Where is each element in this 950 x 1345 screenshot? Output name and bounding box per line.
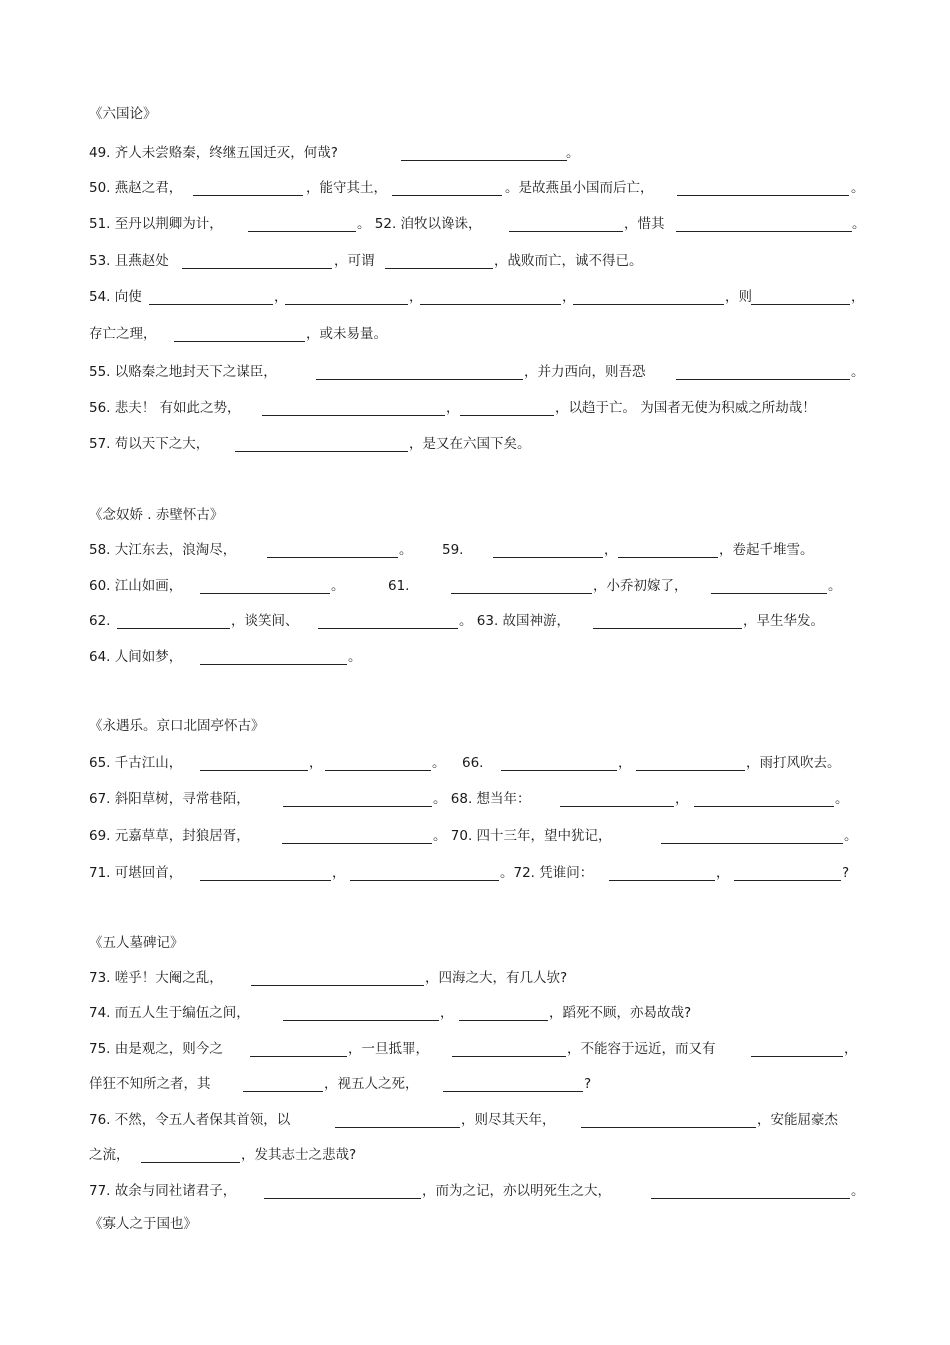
answer-blank[interactable] xyxy=(609,880,715,881)
answer-blank[interactable] xyxy=(392,195,502,196)
question-text: ? xyxy=(842,865,850,881)
answer-blank[interactable] xyxy=(149,304,273,305)
question-text: 51. 至丹以荆卿为计， xyxy=(89,216,223,232)
answer-blank[interactable] xyxy=(694,806,834,807)
question-text: 57. 苟以天下之大， xyxy=(89,436,210,452)
question-text: 。 xyxy=(851,180,865,196)
question-text: 。 63. 故国神游， xyxy=(459,613,571,629)
answer-blank[interactable] xyxy=(420,304,561,305)
answer-blank[interactable] xyxy=(493,557,603,558)
question-text: 。 52. 洎牧以谗诛， xyxy=(357,216,482,232)
question-text: ，一旦抵罪， xyxy=(348,1041,429,1057)
question-text: 。 xyxy=(828,578,842,594)
question-text: 。是故燕虽小国而后亡， xyxy=(505,180,654,196)
question-text: 。 xyxy=(432,755,446,771)
question-text: 50. 燕赵之君， xyxy=(89,180,183,196)
question-text: 73. 嗟乎！大阉之乱， xyxy=(89,970,223,986)
question-text: 。 xyxy=(399,542,413,558)
section-title: 《念奴娇 . 赤壁怀古》 xyxy=(89,507,224,523)
question-text: 。 xyxy=(348,649,362,665)
question-text: ， xyxy=(562,289,576,305)
section-title: 《永遇乐。京口北固亭怀古》 xyxy=(89,718,265,734)
answer-blank[interactable] xyxy=(283,1020,439,1021)
question-text: 存亡之理， xyxy=(89,326,157,342)
answer-blank[interactable] xyxy=(711,593,827,594)
question-text: 。 xyxy=(851,364,865,380)
answer-blank[interactable] xyxy=(193,195,303,196)
question-text: 。 70. 四十三年，望中犹记， xyxy=(433,828,612,844)
answer-blank[interactable] xyxy=(751,304,850,305)
question-text: ，可谓 xyxy=(334,253,375,269)
answer-blank[interactable] xyxy=(509,231,623,232)
question-text: ， xyxy=(409,289,423,305)
section-title: 《寡人之于国也》 xyxy=(89,1216,197,1232)
answer-blank[interactable] xyxy=(141,1162,240,1163)
answer-blank[interactable] xyxy=(560,806,674,807)
answer-blank[interactable] xyxy=(200,664,347,665)
answer-blank[interactable] xyxy=(285,304,408,305)
answer-blank[interactable] xyxy=(200,880,331,881)
question-text: 佯狂不知所之者，其 xyxy=(89,1076,211,1092)
answer-blank[interactable] xyxy=(618,557,718,558)
question-text: 66. xyxy=(462,755,484,771)
question-text: 67. 斜阳草树，寻常巷陌， xyxy=(89,791,250,807)
answer-blank[interactable] xyxy=(573,304,724,305)
question-text: 58. 大江东去，浪淘尽， xyxy=(89,542,237,558)
question-text: ，小乔初嫁了， xyxy=(593,578,688,594)
question-text: ，或未易量。 xyxy=(306,326,387,342)
question-text: ， xyxy=(851,289,865,305)
question-text: ， xyxy=(716,865,730,881)
section-title: 《五人墓碑记》 xyxy=(89,935,184,951)
question-text: 。 68. 想当年： xyxy=(433,791,531,807)
question-text: ，并力西向，则吾恐 xyxy=(524,364,646,380)
question-text: ， xyxy=(332,865,346,881)
question-text: ， xyxy=(675,791,689,807)
question-text: 。 xyxy=(851,1183,865,1199)
answer-blank[interactable] xyxy=(593,628,742,629)
question-text: 。72. 凭谁问： xyxy=(500,865,594,881)
answer-blank[interactable] xyxy=(182,268,332,269)
answer-blank[interactable] xyxy=(325,770,431,771)
answer-blank[interactable] xyxy=(460,415,554,416)
question-text: ，惜其 xyxy=(624,216,665,232)
question-text: 之流， xyxy=(89,1147,130,1163)
question-text: 54. 向使 xyxy=(89,289,142,305)
answer-blank[interactable] xyxy=(661,843,843,844)
answer-blank[interactable] xyxy=(250,1056,347,1057)
question-text: 。 xyxy=(844,828,858,844)
question-text: ，发其志士之悲哉? xyxy=(241,1147,357,1163)
question-text: ， xyxy=(309,755,323,771)
answer-blank[interactable] xyxy=(443,1091,583,1092)
answer-blank[interactable] xyxy=(636,770,745,771)
question-text: 。 xyxy=(852,216,866,232)
question-text: 。 xyxy=(566,145,580,161)
section-title: 《六国论》 xyxy=(89,106,157,122)
question-text: ，战败而亡，诚不得已。 xyxy=(494,253,643,269)
question-text: 65. 千古江山， xyxy=(89,755,183,771)
answer-blank[interactable] xyxy=(751,1056,843,1057)
question-text: ，以趋于亡。 为国者无使为积威之所劫哉！ xyxy=(555,400,816,416)
question-text: 55. 以赂秦之地封天下之谋臣， xyxy=(89,364,277,380)
question-text: 64. 人间如梦， xyxy=(89,649,183,665)
answer-blank[interactable] xyxy=(677,195,849,196)
question-text: ， xyxy=(618,755,632,771)
answer-blank[interactable] xyxy=(676,231,852,232)
answer-blank[interactable] xyxy=(200,593,330,594)
answer-blank[interactable] xyxy=(335,1127,460,1128)
answer-blank[interactable] xyxy=(734,880,841,881)
question-text: 59. xyxy=(442,542,464,558)
question-text: ，早生华发。 xyxy=(743,613,824,629)
question-text: 49. 齐人未尝赂秦，终继五国迁灭，何哉? xyxy=(89,145,338,161)
question-text: ， xyxy=(274,289,288,305)
answer-blank[interactable] xyxy=(581,1127,756,1128)
answer-blank[interactable] xyxy=(264,1198,421,1199)
answer-blank[interactable] xyxy=(316,379,523,380)
answer-blank[interactable] xyxy=(117,628,230,629)
answer-blank[interactable] xyxy=(243,1091,323,1092)
answer-blank[interactable] xyxy=(282,843,432,844)
question-text: 75. 由是观之，则今之 xyxy=(89,1041,223,1057)
question-text: ， xyxy=(440,1005,454,1021)
question-text: 76. 不然，令五人者保其首领，以 xyxy=(89,1112,291,1128)
question-text: ，雨打风吹去。 xyxy=(746,755,841,771)
answer-blank[interactable] xyxy=(262,415,445,416)
question-text: ，而为之记，亦以明死生之大， xyxy=(422,1183,611,1199)
answer-blank[interactable] xyxy=(452,1056,566,1057)
answer-blank[interactable] xyxy=(174,341,305,342)
question-text: ，则 xyxy=(725,289,752,305)
question-text: ，则尽其天年， xyxy=(461,1112,556,1128)
question-text: ，安能屈豪杰 xyxy=(757,1112,838,1128)
question-text: 61. xyxy=(388,578,410,594)
question-text: ，能守其土， xyxy=(306,180,387,196)
question-text: 53. 且燕赵处 xyxy=(89,253,169,269)
answer-blank[interactable] xyxy=(235,451,408,452)
answer-blank[interactable] xyxy=(401,160,567,161)
answer-blank[interactable] xyxy=(248,231,356,232)
question-text: ，视五人之死， xyxy=(324,1076,419,1092)
question-text: 77. 故余与同社诸君子， xyxy=(89,1183,237,1199)
question-text: 69. 元嘉草草，封狼居胥， xyxy=(89,828,250,844)
question-text: ， xyxy=(604,542,618,558)
question-text: 。 xyxy=(331,578,345,594)
question-text: 62. xyxy=(89,613,111,629)
question-text: ，谈笑间、 xyxy=(231,613,299,629)
question-text: 。 xyxy=(835,791,849,807)
question-text: ，卷起千堆雪。 xyxy=(719,542,814,558)
question-text: ，蹈死不顾，亦曷故哉? xyxy=(549,1005,692,1021)
question-text: 56. 悲夫！ 有如此之势， xyxy=(89,400,241,416)
answer-blank[interactable] xyxy=(451,593,592,594)
answer-blank[interactable] xyxy=(318,628,458,629)
answer-blank[interactable] xyxy=(676,379,850,380)
answer-blank[interactable] xyxy=(385,268,493,269)
question-text: ，四海之大，有几人欤? xyxy=(425,970,568,986)
question-text: 74. 而五人生于编伍之间， xyxy=(89,1005,250,1021)
question-text: ，是又在六国下矣。 xyxy=(409,436,531,452)
answer-blank[interactable] xyxy=(350,880,499,881)
answer-blank[interactable] xyxy=(283,806,432,807)
answer-blank[interactable] xyxy=(651,1198,850,1199)
answer-blank[interactable] xyxy=(459,1020,548,1021)
answer-blank[interactable] xyxy=(501,770,617,771)
question-text: 71. 可堪回首， xyxy=(89,865,183,881)
answer-blank[interactable] xyxy=(267,557,398,558)
question-text: ，不能容于远近，而又有 xyxy=(567,1041,716,1057)
answer-blank[interactable] xyxy=(200,770,308,771)
question-text: ， xyxy=(446,400,460,416)
question-text: ， xyxy=(844,1041,858,1057)
question-text: ? xyxy=(584,1076,592,1092)
answer-blank[interactable] xyxy=(251,985,424,986)
question-text: 60. 江山如画， xyxy=(89,578,183,594)
